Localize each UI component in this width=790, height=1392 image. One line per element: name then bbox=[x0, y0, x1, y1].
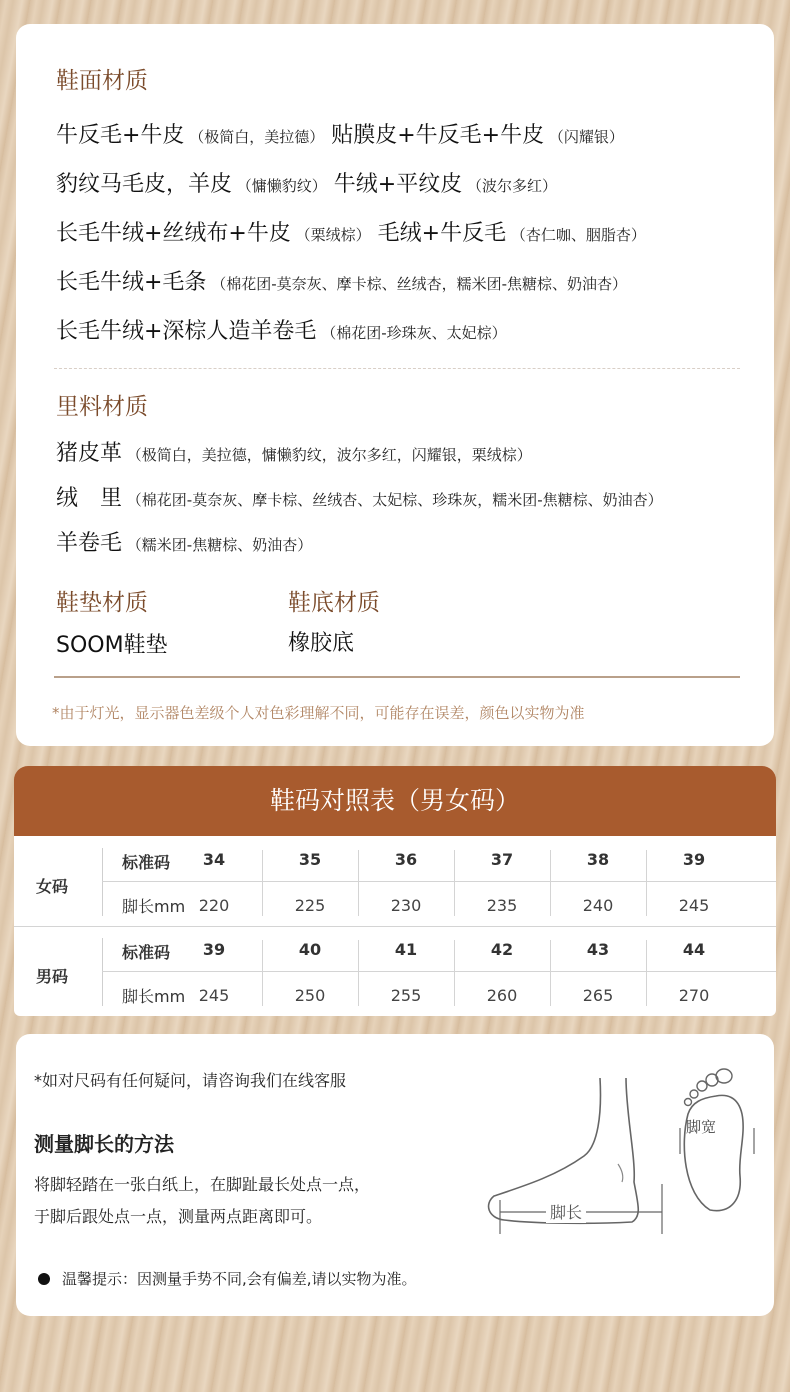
foot-sole-diagram bbox=[666, 1064, 766, 1214]
length-cell: 230 bbox=[390, 896, 422, 915]
material-name: 长毛牛绒+丝绒布+牛皮 bbox=[56, 221, 291, 246]
insole-material-title: 鞋垫材质 bbox=[56, 590, 148, 616]
column-divider bbox=[102, 848, 103, 916]
row-label-size: 标准码 bbox=[122, 943, 171, 962]
material-card bbox=[16, 24, 774, 746]
size-cell: 38 bbox=[586, 850, 610, 869]
size-cell: 41 bbox=[394, 940, 418, 959]
upper-material-title: 鞋面材质 bbox=[56, 68, 148, 94]
size-cell: 39 bbox=[202, 940, 226, 959]
colorway-note: （波尔多红） bbox=[462, 177, 558, 195]
sole-material-title: 鞋底材质 bbox=[288, 590, 380, 616]
size-group-label: 女码 bbox=[36, 877, 69, 896]
colorway-note: （棉花团-珍珠灰、太妃棕） bbox=[316, 324, 507, 342]
size-cell: 42 bbox=[490, 940, 514, 959]
material-name: 牛绒+平纹皮 bbox=[326, 172, 463, 197]
method-title: 测量脚长的方法 bbox=[34, 1132, 174, 1156]
size-cell: 43 bbox=[586, 940, 610, 959]
material-name: 豹纹马毛皮，羊皮 bbox=[56, 172, 233, 197]
material-line bbox=[56, 436, 532, 467]
row-label-length: 脚长mm bbox=[122, 987, 186, 1006]
material-line bbox=[56, 526, 312, 557]
material-line bbox=[56, 265, 627, 296]
material-line bbox=[56, 314, 507, 345]
row-label-size: 标准码 bbox=[122, 853, 171, 872]
size-cell: 35 bbox=[298, 850, 322, 869]
row-divider bbox=[102, 971, 776, 972]
method-step-1: 将脚轻踏在一张白纸上，在脚趾最长处点一点， bbox=[34, 1175, 371, 1194]
foot-width-label: 脚宽 bbox=[686, 1118, 717, 1136]
length-cell: 245 bbox=[678, 896, 710, 915]
colorway-note: （慵懒豹纹） bbox=[232, 177, 327, 195]
colorway-note: （闪耀银） bbox=[544, 128, 624, 146]
material-name: 贴膜皮+牛反毛+牛皮 bbox=[324, 123, 545, 148]
size-cell: 44 bbox=[682, 940, 706, 959]
foot-length-label: 脚长 bbox=[546, 1200, 586, 1223]
material-name: 羊卷毛 bbox=[56, 531, 123, 556]
size-group-men bbox=[14, 926, 776, 1016]
colorway-note: （极简白，美拉德） bbox=[184, 128, 325, 146]
material-name: 长毛牛绒+深棕人造羊卷毛 bbox=[56, 319, 317, 344]
size-group-label: 男码 bbox=[36, 967, 69, 986]
colorway-note: （极简白，美拉德，慵懒豹纹，波尔多红，闪耀银，栗绒棕） bbox=[122, 446, 532, 464]
colorway-note: （棉花团-莫奈灰、摩卡棕、丝绒杏、太妃棕、珍珠灰，糯米团-焦糖棕、奶油杏） bbox=[122, 491, 663, 509]
material-name: 绒 里 bbox=[56, 486, 123, 511]
length-cell: 240 bbox=[582, 896, 614, 915]
material-line bbox=[56, 216, 646, 247]
colorway-note: （栗绒棕） bbox=[290, 226, 371, 244]
measure-card bbox=[16, 1034, 774, 1316]
size-cell: 36 bbox=[394, 850, 418, 869]
length-cell: 265 bbox=[582, 986, 614, 1005]
lining-material-title: 里料材质 bbox=[56, 394, 148, 420]
column-divider bbox=[102, 938, 103, 1006]
material-line bbox=[56, 481, 663, 512]
size-group-women bbox=[14, 836, 776, 926]
divider bbox=[54, 368, 740, 369]
colorway-note: （杏仁咖、胭脂杏） bbox=[506, 226, 646, 244]
row-label-length: 脚长mm bbox=[122, 897, 186, 916]
size-cell: 34 bbox=[202, 850, 226, 869]
material-name: 长毛牛绒+毛条 bbox=[56, 270, 207, 295]
colorway-note: （棉花团-莫奈灰、摩卡棕、丝绒杏，糯米团-焦糖棕、奶油杏） bbox=[206, 275, 628, 293]
divider bbox=[54, 676, 740, 678]
size-chart-table bbox=[14, 836, 776, 1016]
size-cell: 37 bbox=[490, 850, 514, 869]
length-cell: 225 bbox=[294, 896, 326, 915]
length-cell: 245 bbox=[198, 986, 230, 1005]
size-cell: 39 bbox=[682, 850, 706, 869]
colorway-note: （糯米团-焦糖棕、奶油杏） bbox=[122, 536, 313, 554]
method-step-2: 于脚后跟处点一点，测量两点距离即可。 bbox=[34, 1207, 323, 1226]
insole-material-value: SOOM鞋垫 bbox=[56, 633, 168, 658]
material-name: 毛绒+牛反毛 bbox=[370, 221, 507, 246]
length-cell: 255 bbox=[390, 986, 422, 1005]
sole-material-value: 橡胶底 bbox=[288, 631, 355, 656]
row-divider bbox=[102, 881, 776, 882]
length-cell: 235 bbox=[486, 896, 518, 915]
size-chart-title: 鞋码对照表（男女码） bbox=[14, 766, 776, 836]
length-cell: 260 bbox=[486, 986, 518, 1005]
bullet-dot bbox=[38, 1273, 50, 1285]
length-cell: 270 bbox=[678, 986, 710, 1005]
size-cell: 40 bbox=[298, 940, 322, 959]
measure-tip: 温馨提示：因测量手势不同,会有偏差,请以实物为准。 bbox=[62, 1270, 417, 1288]
material-name: 牛反毛+牛皮 bbox=[56, 123, 185, 148]
consult-text: *如对尺码有任何疑问，请咨询我们在线客服 bbox=[34, 1071, 347, 1090]
length-cell: 250 bbox=[294, 986, 326, 1005]
material-line bbox=[56, 167, 557, 198]
material-line bbox=[56, 118, 624, 149]
color-disclaimer: *由于灯光，显示器色差级个人对色彩理解不同，可能存在误差，颜色以实物为准 bbox=[52, 704, 585, 722]
length-cell: 220 bbox=[198, 896, 230, 915]
material-name: 猪皮革 bbox=[56, 441, 123, 466]
